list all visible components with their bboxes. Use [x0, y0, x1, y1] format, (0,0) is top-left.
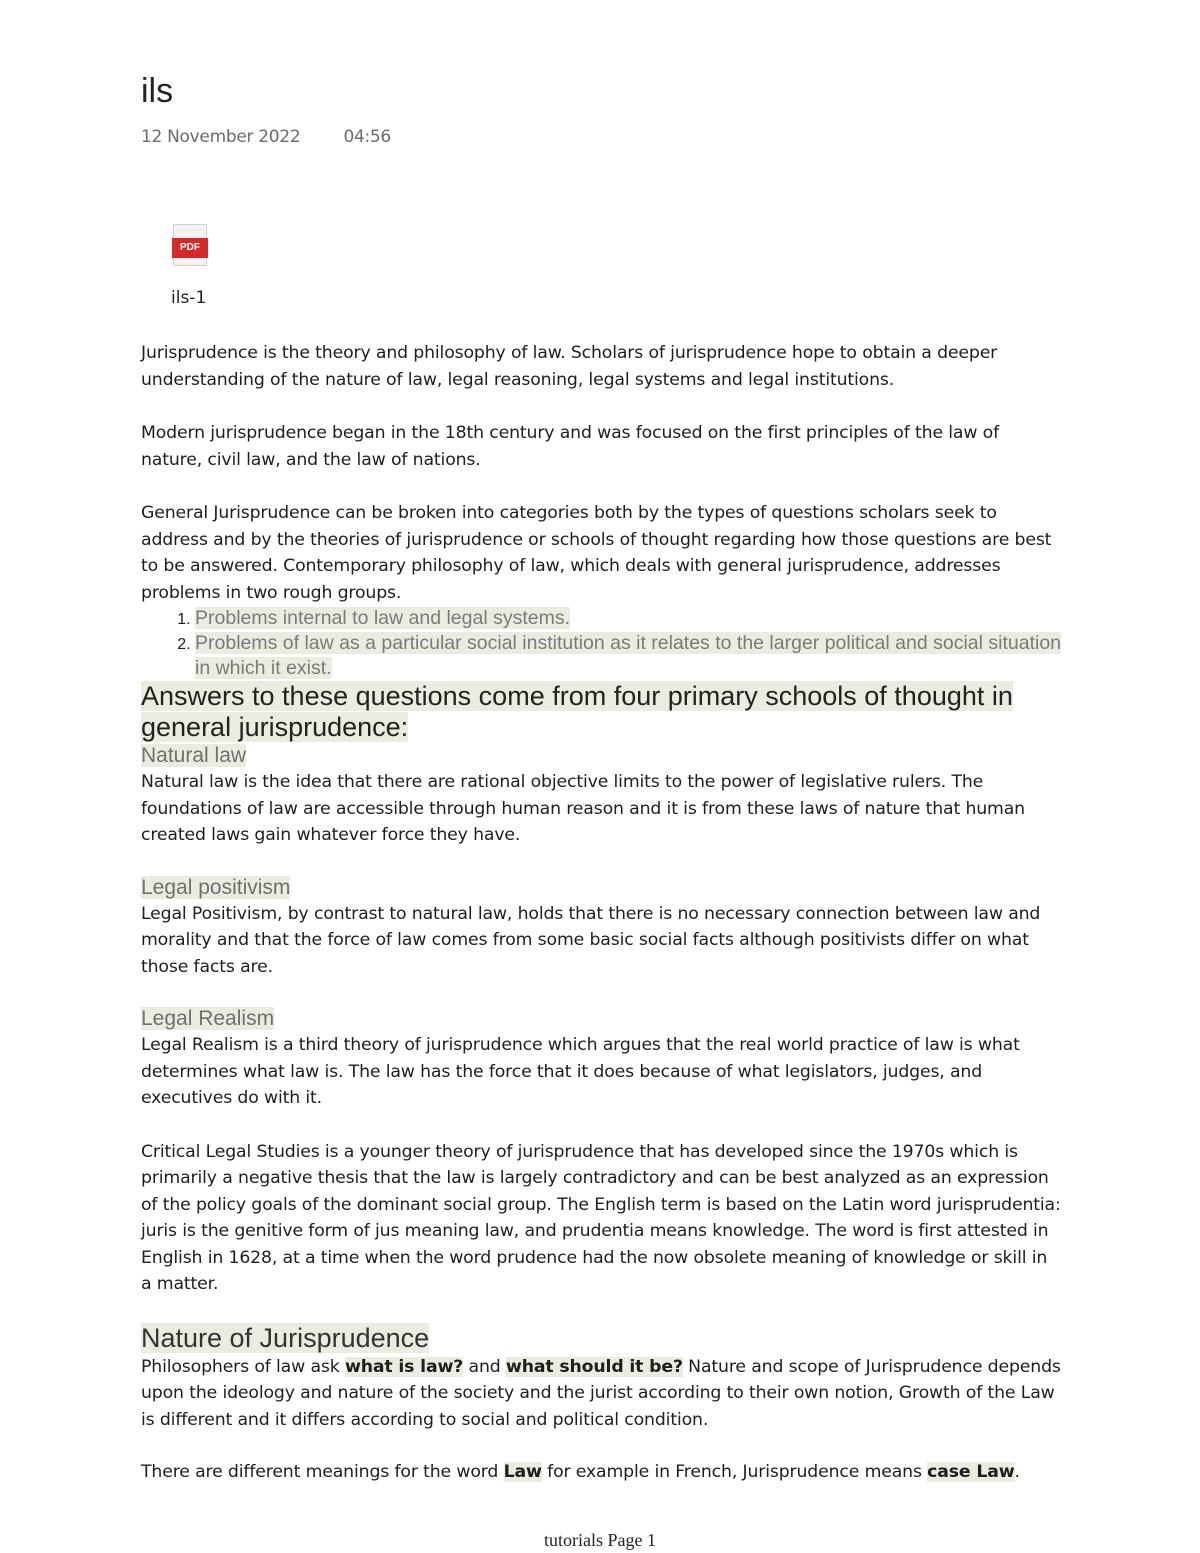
pdf-file-icon[interactable]: [173, 224, 209, 266]
heading-legal-realism: Legal Realism: [141, 1007, 275, 1030]
pdf-attachment[interactable]: [171, 224, 209, 308]
paragraph-natural-law: Natural law is the idea that there are rational objective limits to the power of legislative rulers. The foundations of law are accessible through human reason and it is from these laws of nature that human created laws gain whatever force they have.: [141, 772, 1025, 845]
note-time: 04:56: [343, 127, 391, 147]
pdf-badge: PDF: [172, 238, 208, 258]
note-date: 12 November 2022: [141, 127, 301, 147]
heading-legal-positivism: Legal positivism: [141, 875, 291, 899]
attachment-name[interactable]: ils-1: [171, 288, 207, 308]
paragraph-general: General Jurisprudence can be broken into categories both by the types of questions scholars seek to address and by the theories of jurisprudence or schools of thought regarding how those questions are best to be answered. Contemporary philosophy of law, which deals with general jurisprudence, addresses problems in two rough groups.: [141, 503, 1052, 603]
note-body[interactable]: [141, 340, 1061, 1486]
paragraph-modern: Modern jurisprudence began in the 18th century and was focused on the first principles of the law of nature, civil law, and the law of nations.: [141, 423, 1000, 470]
list-item: 1. Problems internal to law and legal systems.: [195, 606, 1061, 631]
paragraph-nature: Philosophers of law ask what is law? and what should it be? Nature and scope of Jurisprudence depends upon the ideology and nature of the society and the jurist according to their own notion, Growth of the Law is different and it differs according to social and political condition.: [141, 1356, 1061, 1430]
paragraph-legal-positivism: Legal Positivism, by contrast to natural law, holds that there is no necessary connection between law and morality and that the force of law comes from some basic social facts although positivists differ on what those facts are.: [141, 903, 1041, 977]
problems-list: [141, 606, 1061, 681]
heading-schools: Answers to these questions come from four primary schools of thought in general jurisprudence:: [141, 681, 1013, 742]
list-item: 2. Problems of law as a particular social institution as it relates to the larger political and social situation in which it exist.: [195, 631, 1061, 681]
paragraph-legal-realism: Legal Realism is a third theory of jurisprudence which argues that the real world practice of law is what determines what law is. The law has the force that it does because of what legislators, judges, and executives do with it.: [141, 1035, 1020, 1108]
note-meta: [141, 127, 391, 147]
paragraph-law-meaning: There are different meanings for the word Law for example in French, Jurisprudence means case Law.: [141, 1462, 1020, 1482]
note-title[interactable]: ils: [141, 72, 174, 110]
page-footer: tutorials Page 1: [544, 1530, 656, 1550]
heading-natural-law: Natural law: [141, 744, 247, 767]
heading-nature: Nature of Jurisprudence: [141, 1322, 430, 1353]
paragraph-intro: Jurisprudence is the theory and philosophy of law. Scholars of jurisprudence hope to obtain a deeper understanding of the nature of law, legal reasoning, legal systems and legal institutions.: [141, 343, 998, 390]
paragraph-critical: Critical Legal Studies is a younger theory of jurisprudence that has developed since the 1970s which is primarily a negative thesis that the law is largely contradictory and can be best analyzed as an expression of the policy goals of the dominant social group. The English term is based on the Latin word jurisprudentia: juris is the genitive form of jus meaning law, and prudentia means knowledge. The word is first attested in English in 1628, at a time when the word prudence had the now obsolete meaning of knowledge or skill in a matter.: [141, 1141, 1061, 1294]
